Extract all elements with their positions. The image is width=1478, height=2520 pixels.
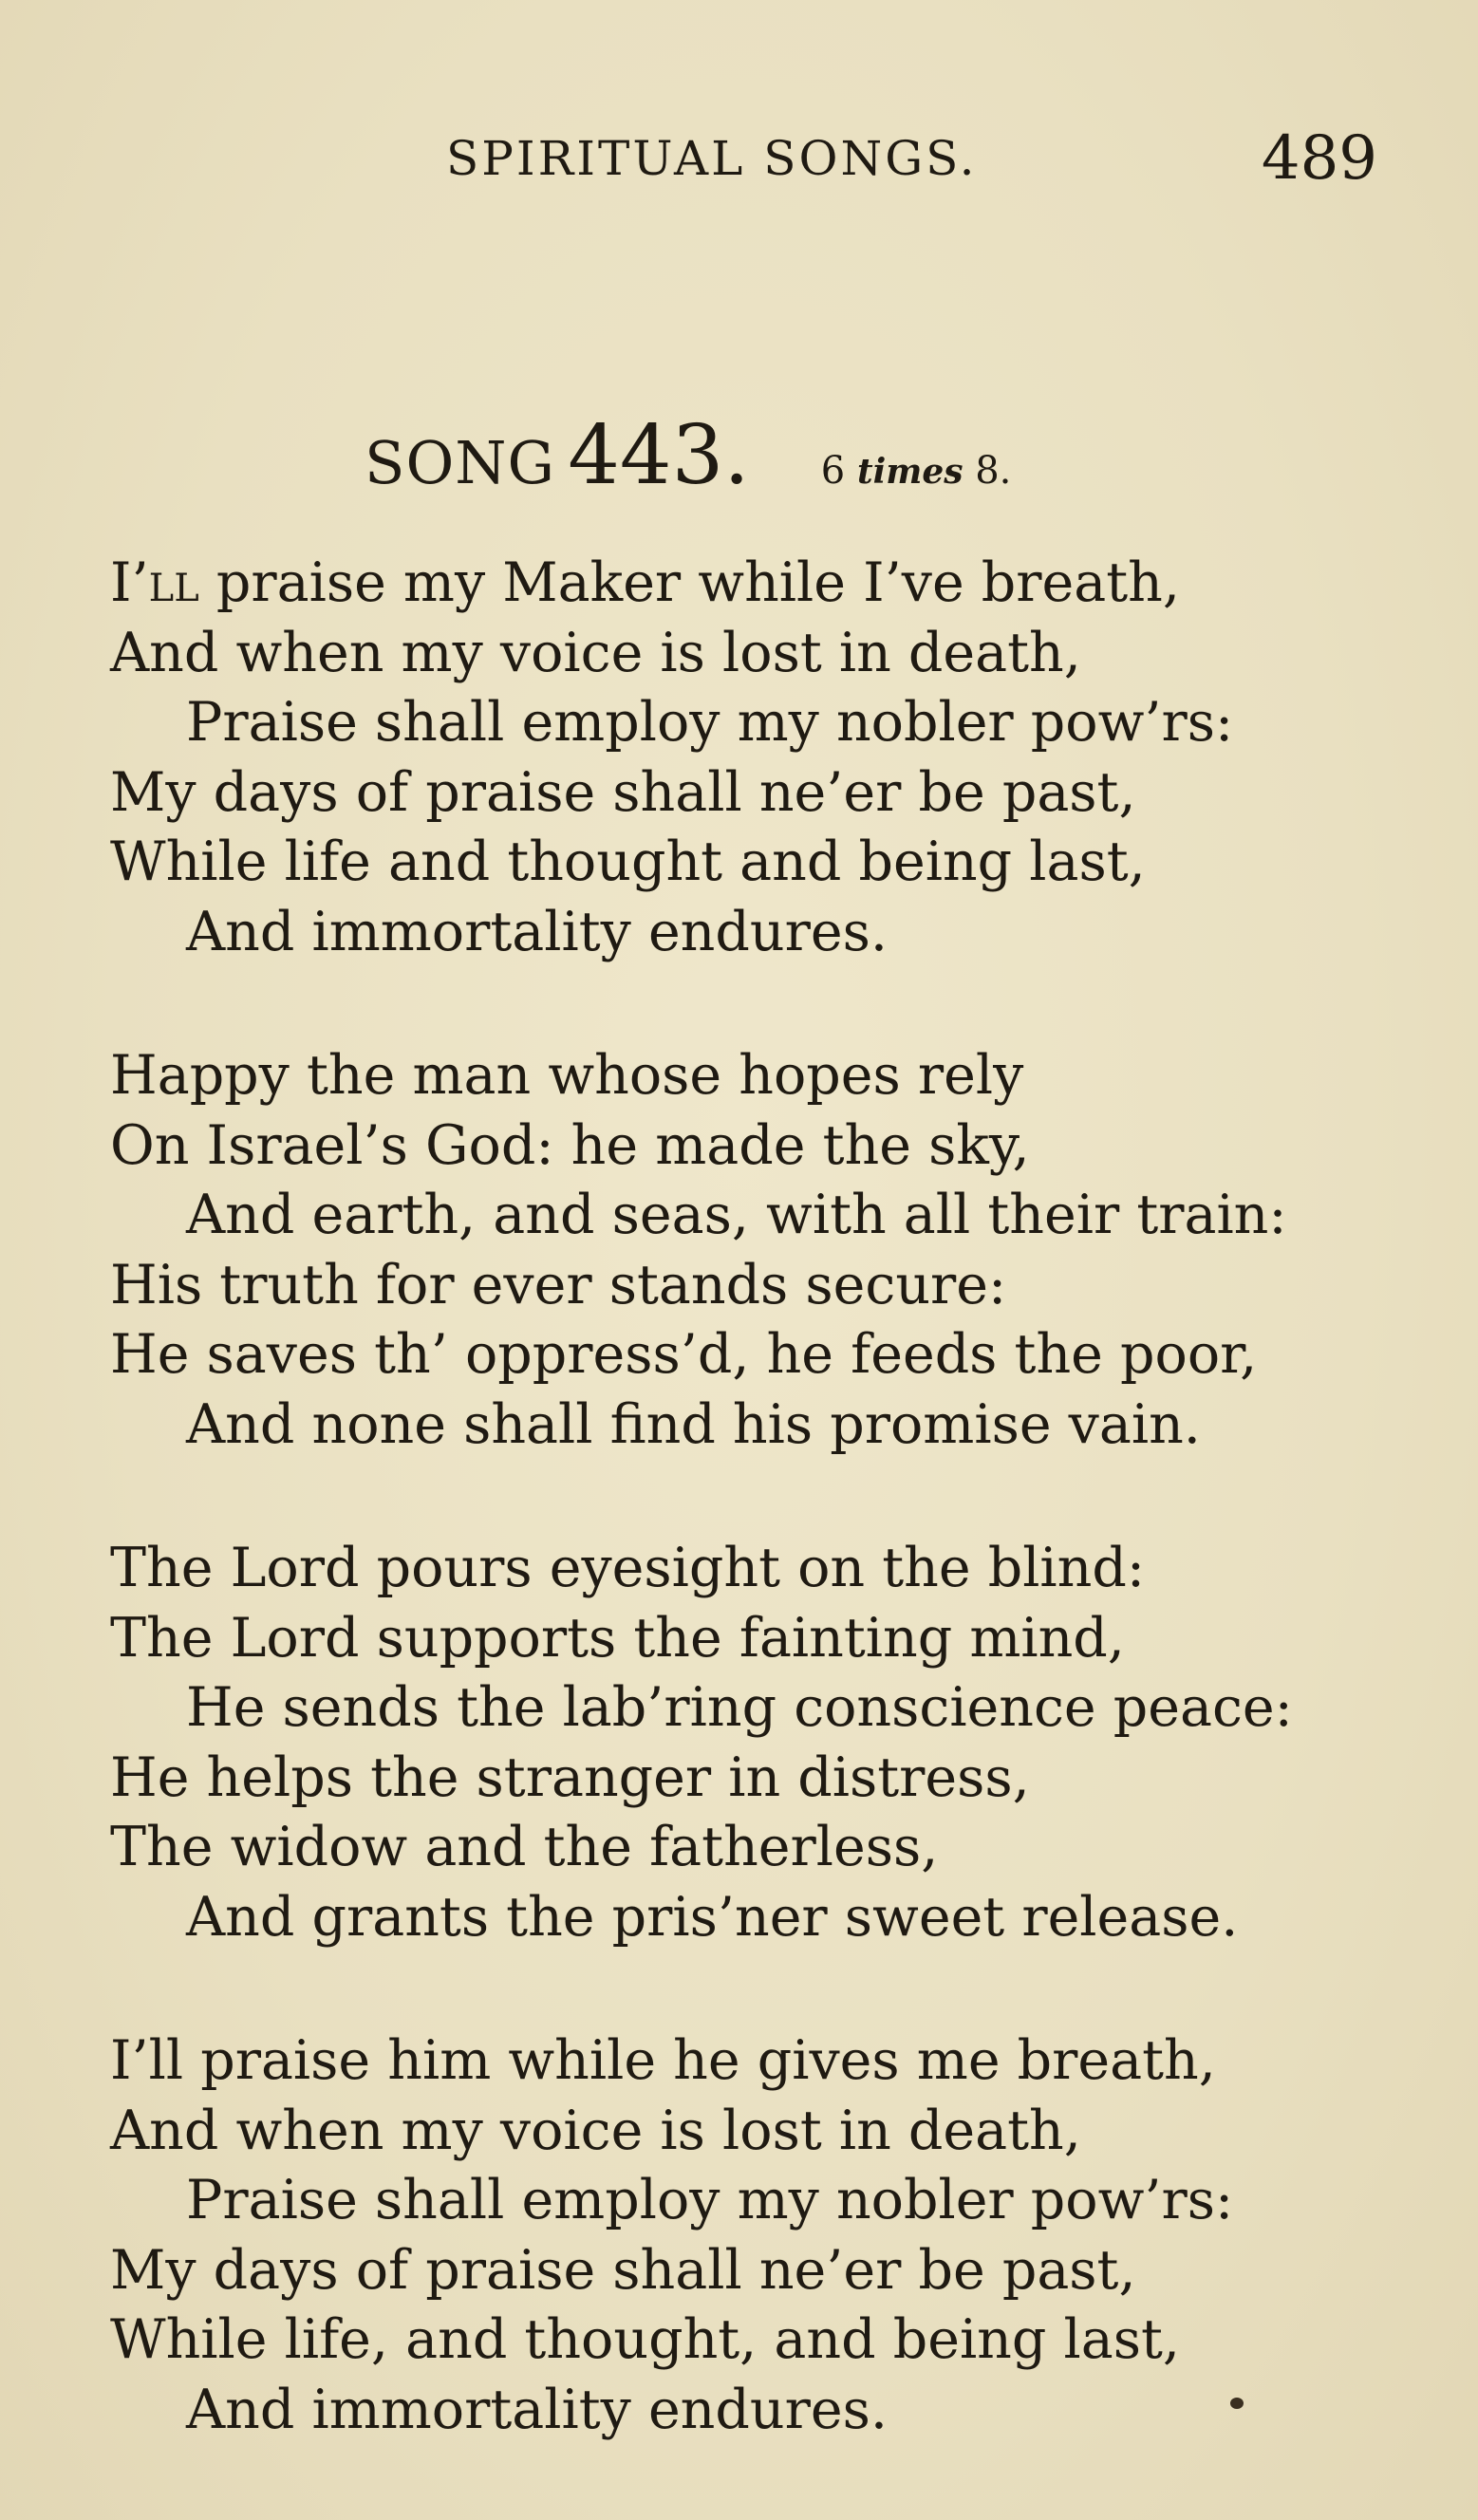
stanza-3: [110, 1534, 1401, 1952]
drop-lead: I’: [110, 551, 149, 614]
meter-word: times: [856, 452, 964, 492]
meter-value: 8.: [975, 449, 1012, 493]
verse-line: He saves th’ oppress’d, he feeds the poor,: [110, 1323, 1258, 1386]
verse-line: Happy the man whose hopes rely: [110, 1044, 1024, 1107]
stanza-4: [110, 2026, 1401, 2445]
song-meter: [821, 449, 1012, 493]
verse-line-indented: Praise shall employ my nobler pow’rs:: [186, 2169, 1234, 2231]
smallcaps-lead: ll: [148, 551, 199, 614]
verse-line-indented: He sends the lab’ring conscience peace:: [186, 1676, 1293, 1739]
verse-line: And when my voice is lost in death,: [110, 2099, 1081, 2162]
running-head: [0, 123, 1478, 197]
verses: [110, 549, 1401, 2519]
line-text: praise my Maker while I’ve breath,: [198, 551, 1180, 614]
song-heading: [365, 408, 1011, 503]
verse-line: [110, 549, 1401, 619]
verse-line: And when my voice is lost in death,: [110, 621, 1081, 684]
verse-line-indented: And grants the pris’ner sweet release.: [186, 1885, 1239, 1949]
verse-line: His truth for ever stands secure:: [110, 1253, 1007, 1316]
stanza-1: [110, 549, 1401, 967]
verse-line-indented: And none shall find his promise vain.: [186, 1392, 1201, 1456]
verse-line-indented: Praise shall employ my nobler pow’rs:: [186, 691, 1234, 754]
song-number: 443.: [568, 408, 750, 503]
verse-line: While life, and thought, and being last,: [110, 2308, 1180, 2371]
ink-speck: [1230, 2398, 1244, 2409]
verse-line-indented: And immortality endures.: [186, 900, 888, 963]
verse-line: He helps the stranger in distress,: [110, 1745, 1030, 1809]
stanza-2: [110, 1041, 1401, 1460]
verse-line: My days of praise shall ne’er be past,: [110, 2238, 1136, 2302]
running-title: SPIRITUAL SONGS.: [446, 131, 978, 186]
verse-line: While life and thought and being last,: [110, 831, 1146, 893]
verse-line: I’ll praise him while he gives me breath,: [110, 2029, 1216, 2092]
verse-line: The Lord supports the fainting mind,: [110, 1606, 1125, 1670]
meter-count: 6: [820, 449, 846, 493]
verse-line: My days of praise shall ne’er be past,: [110, 760, 1136, 824]
verse-line-indented: And earth, and seas, with all their train:: [186, 1184, 1287, 1246]
verse-line-indented: And immortality endures.: [186, 2378, 888, 2441]
page-number: 489: [1261, 123, 1377, 194]
verse-line: The widow and the fatherless,: [110, 1816, 939, 1878]
verse-line: On Israel’s God: he made the sky,: [110, 1113, 1030, 1177]
verse-line: The Lord pours eyesight on the blind:: [110, 1537, 1146, 1599]
song-label: SONG: [365, 428, 556, 497]
